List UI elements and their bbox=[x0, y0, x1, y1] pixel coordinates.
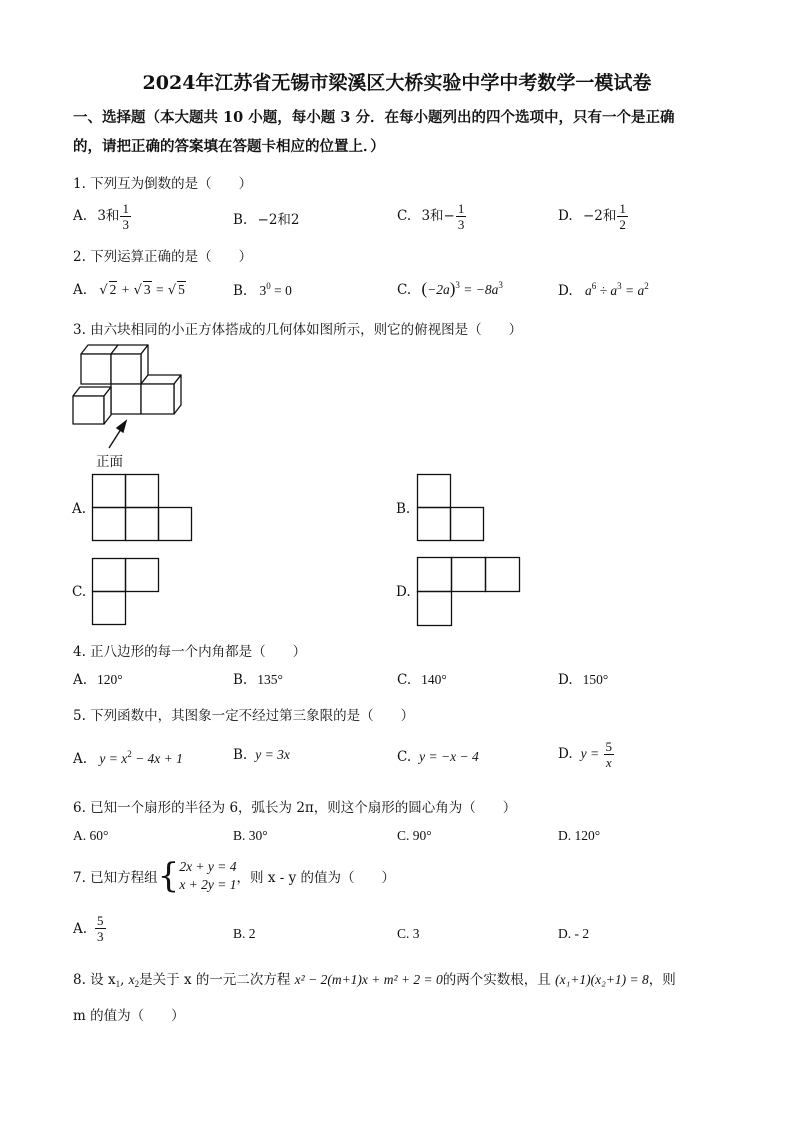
q6-option-b[interactable]: B. 30° bbox=[233, 828, 268, 843]
cube-figure bbox=[68, 340, 193, 460]
q2-c-expr: $(-2a)^3 = -8a^3$ bbox=[421, 279, 503, 298]
page-title: 2024年江苏省无锡市梁溪区大桥实验中学中考数学一模试卷 bbox=[142, 72, 652, 94]
q4-option-d[interactable]: D. 150° bbox=[558, 672, 609, 688]
q1-a-fraction: $\frac{1}{3}$ bbox=[122, 201, 129, 232]
q3-b-label[interactable]: B. bbox=[396, 501, 411, 517]
q1-b-label: B. bbox=[233, 212, 248, 228]
section-header-line1: 一、选择题（本大题共 10 小题，每小题 3 分．在每小题列出的四个选项中，只有一个是正确 bbox=[73, 109, 675, 126]
q1-d-pre: −2和 bbox=[582, 208, 617, 224]
q1-b-text: −2和2 bbox=[257, 212, 300, 228]
front-label: 正面 bbox=[96, 454, 123, 470]
q2-option-d[interactable] bbox=[558, 281, 649, 299]
q1-c-label: C. bbox=[397, 208, 412, 224]
q3-d-label[interactable]: D. bbox=[396, 584, 411, 600]
q1-d-fraction: $\frac{1}{2}$ bbox=[619, 201, 626, 232]
q1-option-d[interactable] bbox=[558, 202, 629, 231]
q3-option-c-grid[interactable] bbox=[92, 558, 162, 626]
q7-option-d[interactable]: D. - 2 bbox=[558, 926, 590, 941]
q4-option-b[interactable]: B. 135° bbox=[233, 672, 283, 688]
q4-option-c[interactable]: C. 140° bbox=[397, 672, 447, 688]
q6-stem: 6. 已知一个扇形的半径为 6，弧长为 2π，则这个扇形的圆心角为（ ） bbox=[73, 800, 517, 816]
q2-a-label: A. bbox=[73, 282, 88, 298]
q8-line2: m 的值为（ ） bbox=[73, 1008, 185, 1024]
q6-option-d[interactable]: D. 120° bbox=[558, 828, 601, 843]
q2-c-label: C. bbox=[397, 282, 412, 298]
q2-b-label: B. bbox=[233, 283, 248, 299]
q7-option-a[interactable]: A. $\frac{5}{3}$ bbox=[73, 913, 104, 944]
q5-d-fraction: $\frac{5}{x}$ bbox=[605, 739, 612, 770]
q7-stem: 7. 已知方程组 { 2x + y = 4 x + 2y = 1 ，则 x - y 的值为（ ） bbox=[73, 856, 395, 896]
q2-a-expr: √ 2 + √ 3 = √ 5 bbox=[99, 282, 185, 298]
q1-option-c[interactable] bbox=[397, 202, 467, 231]
q2-b-expr: $3^0 = 0$ bbox=[259, 281, 292, 298]
q4-stem: 4. 正八边形的每一个内角都是（ ） bbox=[73, 644, 307, 660]
q3-stem: 3. 由六块相同的小正方体搭成的几何体如图所示，则它的俯视图是（ ） bbox=[73, 322, 523, 338]
q5-option-b[interactable]: B. y = 3x bbox=[233, 747, 290, 763]
q3-option-b-grid[interactable] bbox=[417, 474, 487, 542]
q8-line1: 8. 设 $x_1$, $x_2$是关于 x 的一元二次方程 x² − 2(m+1)x + m² + 2 = 0的两个实数根，且 (x₁+1)(x₂+1) = 8，则 bbox=[73, 972, 676, 989]
q3-option-d-grid[interactable] bbox=[417, 557, 523, 627]
q5-option-d[interactable]: D. y = $\frac{5}{x}$ bbox=[558, 739, 612, 770]
q5-stem: 5. 下列函数中，其图象一定不经过第三象限的是（ ） bbox=[73, 708, 415, 724]
q2-option-c[interactable] bbox=[397, 279, 503, 299]
q6-option-a[interactable]: A. 60° bbox=[73, 828, 109, 843]
q2-stem: 2. 下列运算正确的是（ ） bbox=[73, 249, 253, 265]
q2-d-expr: $a^6 \div a^3 = a^2$ bbox=[584, 281, 649, 298]
q5-option-c[interactable]: C. y = −x − 4 bbox=[397, 749, 479, 765]
q1-a-label: A. bbox=[73, 208, 88, 224]
q1-d-label: D. bbox=[558, 208, 573, 224]
q7-option-c[interactable]: C. 3 bbox=[397, 926, 420, 941]
q1-c-fraction: $\frac{1}{3}$ bbox=[457, 201, 465, 232]
q4-option-a[interactable]: A. 120° bbox=[73, 672, 123, 688]
q3-c-label[interactable]: C. bbox=[72, 584, 87, 600]
q3-option-a-grid[interactable] bbox=[92, 474, 194, 542]
q2-option-a[interactable] bbox=[73, 281, 186, 298]
q1-option-b[interactable] bbox=[233, 208, 300, 228]
q1-c-pre: 3和− bbox=[421, 208, 455, 224]
q6-option-c[interactable]: C. 90° bbox=[397, 828, 432, 843]
q3-a-label[interactable]: A. bbox=[72, 501, 87, 517]
q1-stem: 1. 下列互为倒数的是（ ） bbox=[73, 176, 253, 192]
section-header-line2: 的，请把正确的答案填在答题卡相应的位置上．） bbox=[73, 138, 385, 155]
q2-d-label: D. bbox=[558, 283, 573, 299]
q7-option-b[interactable]: B. 2 bbox=[233, 926, 256, 941]
q1-option-a[interactable] bbox=[73, 202, 132, 231]
q2-option-b[interactable] bbox=[233, 281, 292, 299]
q5-option-a[interactable]: A. $y = x^2 - 4x + 1$ bbox=[73, 749, 183, 767]
q1-a-pre: 3和 bbox=[97, 208, 120, 224]
